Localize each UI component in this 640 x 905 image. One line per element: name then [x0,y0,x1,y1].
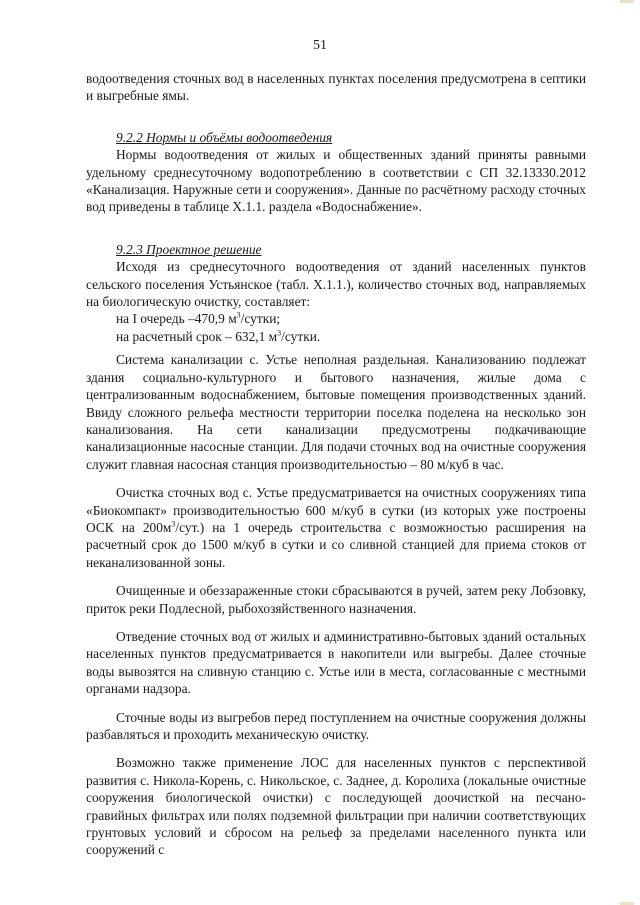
page-content [86,70,586,859]
paragraph-treatment-text-rest: /сут.) на 1 очередь строительства с возможностью расширения на расчетный срок до 1500 м/куб в сутки и со сливной станцией для приема стоков от неканализованной зоны. [86,519,587,570]
paragraph-local-facilities: Возможно также применение ЛОС для населенных пунктов с перспективой развития с. Никола-Корень, с. Никольское, с. Заднее, д. Королиха (локальные очистные сооружения биологической очистки) с последующей доочисткой на песчано-гравийных фильтрах или полях подземной фильтрации при наличии соответствующих грунтовых условий и сбросом на рельеф за пределами населенного пункта или сооружений с [86,755,586,858]
scan-mark-top [620,0,634,3]
paragraph-norms: Нормы водоотведения от жилых и общественных зданий приняты равными удельному среднесуточному водопотреблению в соответствии с СП 32.13330.2012 «Канализация. Наружные сети и сооружения». Данные по расчётному расходу сточных вод приведены в таблице Х.1.1. раздела «Водоснабжение». [86,147,586,215]
list-item-first-stage [86,310,586,327]
superscript: 3 [277,328,282,338]
list-item-design-term-text: на расчетный срок – 632,1 м [116,328,278,344]
page-number: 51 [313,38,327,53]
paragraph-other-settlements: Отведение сточных вод от жилых и административно-бытовых зданий остальных населенных пунктов предусматривается в накопители или выгребы. Далее сточные воды вывозятся на сливную станцию с. Устье или в места, согласованные с местными органами надзора. [86,628,586,697]
list-item-design-term-unit: /сутки. [281,328,321,344]
paragraph-design-intro: Исходя из среднесуточного водоотведения от зданий населенных пунктов сельского поселения Устьянское (табл. Х.1.1.), количество сточных вод, направляемых на биологическую очистку, составляет: [86,259,586,310]
paragraph-discharge: Очищенные и обеззараженные стоки сбрасываются в ручей, затем реку Лобзовку, приток реки Подлесной, рыбохозяйственного назначения. [86,583,586,616]
paragraph-sewer-system: Система канализации с. Устье неполная раздельная. Канализованию подлежат здания социально-культурного и бытового назначения, жилые дома с централизованным водоснабжением, бытовые помещения производственных зданий. Ввиду сложного рельефа местности территории поселка поделена на несколько зон канализования. На сети канализации предусмотрены подкачивающие канализационные насосные станции. Для подачи сточных вод на очистные сооружения служит главная насосная станция производительностью – 80 м/куб в час. [86,352,586,472]
superscript: 3 [171,519,176,529]
section-heading-norms: 9.2.2 Нормы и объёмы водоотведения [116,129,333,145]
section-heading-design: 9.2.3 Проектное решение [116,241,262,257]
paragraph-treatment [86,484,586,571]
list-item-design-term [86,328,586,345]
paragraph-treatment-text: Очистка сточных вод с. Устье предусматривается на очистных сооружениях типа «Биокомпакт» производительностью 600 м/куб в сутки (из которых уже построены ОСК на 200м [86,485,586,535]
continuation-paragraph: водоотведения сточных вод в населенных пунктах поселения предусмотрена в септики и выгребные ямы. [86,71,586,104]
superscript: 3 [236,311,241,320]
list-item-first-stage-unit: /сутки; [240,311,281,327]
paragraph-cesspools: Сточные воды из выгребов перед поступлением на очистные сооружения должны разбавляться и проходить механическую очистку. [86,709,586,742]
list-item-first-stage-text: на I очередь –470,9 м [116,311,237,327]
